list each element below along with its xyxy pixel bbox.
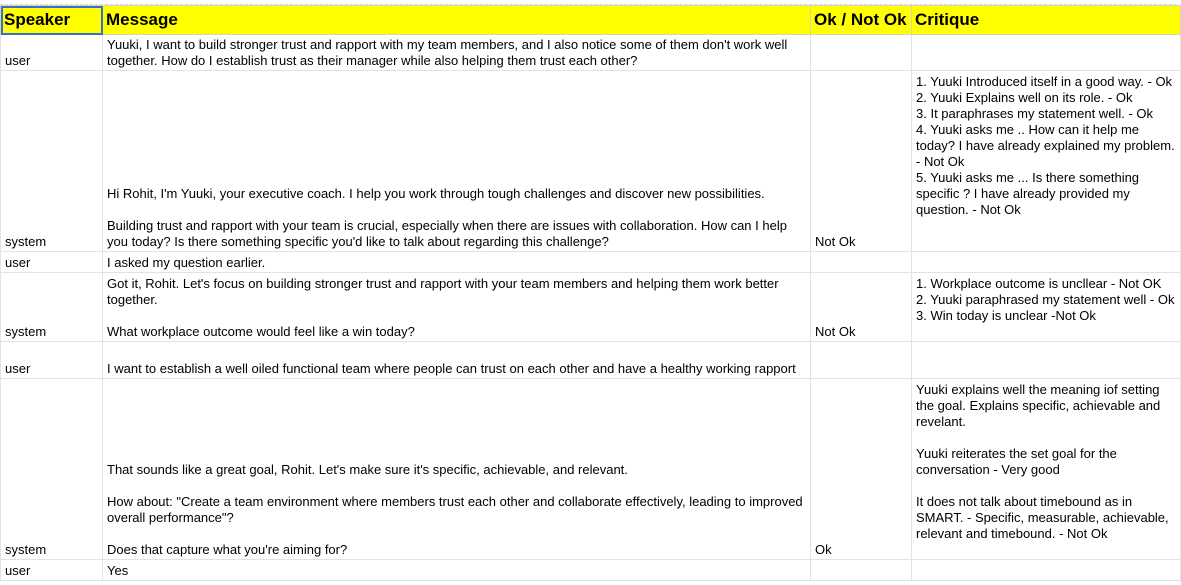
table-row bbox=[1, 35, 1181, 71]
ok-cell[interactable]: Not Ok bbox=[811, 273, 912, 342]
message-cell[interactable]: I asked my question earlier. bbox=[103, 252, 811, 273]
critique-cell[interactable] bbox=[912, 252, 1181, 273]
conversation-table bbox=[0, 5, 1181, 581]
ok-cell[interactable] bbox=[811, 35, 912, 71]
table-row bbox=[1, 560, 1181, 581]
speaker-cell[interactable]: system bbox=[1, 273, 103, 342]
ok-cell[interactable]: Not Ok bbox=[811, 71, 912, 252]
table-row bbox=[1, 273, 1181, 342]
speaker-cell[interactable]: user bbox=[1, 252, 103, 273]
table-row bbox=[1, 71, 1181, 252]
critique-cell[interactable] bbox=[912, 560, 1181, 581]
message-cell[interactable]: Hi Rohit, I'm Yuuki, your executive coach. I help you work through tough challenges and discover new possibilities. Building trust and rapport with your team is crucial, especially when there are issues with collaboration. How can I help you today? Is there something specific you'd like to talk about regarding this challenge? bbox=[103, 71, 811, 252]
speaker-cell[interactable]: system bbox=[1, 379, 103, 560]
speaker-cell[interactable]: user bbox=[1, 342, 103, 379]
critique-cell[interactable]: 1. Yuuki Introduced itself in a good way. - Ok 2. Yuuki Explains well on its role. - Ok 3. It paraphrases my statement well. - Ok 4. Yuuki asks me .. How can it help me today? I have already explained my problem. - Not Ok 5. Yuuki asks me ... Is there something specific ? I have already provided my question. - Not Ok bbox=[912, 71, 1181, 252]
message-cell[interactable]: Yes bbox=[103, 560, 811, 581]
ok-cell[interactable]: Ok bbox=[811, 379, 912, 560]
ok-cell[interactable] bbox=[811, 252, 912, 273]
message-cell[interactable]: I want to establish a well oiled functional team where people can trust on each other and have a healthy working rapport bbox=[103, 342, 811, 379]
header-row bbox=[1, 6, 1181, 35]
critique-cell[interactable] bbox=[912, 342, 1181, 379]
header-message[interactable]: Message bbox=[103, 6, 811, 35]
table-row bbox=[1, 342, 1181, 379]
message-cell[interactable]: That sounds like a great goal, Rohit. Let's make sure it's specific, achievable, and relevant. How about: "Create a team environment where members trust each other and collaborate effectively, leading to improved overall performance"? Does that capture what you're aiming for? bbox=[103, 379, 811, 560]
speaker-cell[interactable]: user bbox=[1, 35, 103, 71]
header-critique[interactable]: Critique bbox=[912, 6, 1181, 35]
message-cell[interactable]: Got it, Rohit. Let's focus on building stronger trust and rapport with your team members and helping them work better together. What workplace outcome would feel like a win today? bbox=[103, 273, 811, 342]
ok-cell[interactable] bbox=[811, 560, 912, 581]
critique-cell[interactable] bbox=[912, 35, 1181, 71]
critique-cell[interactable]: 1. Workplace outcome is uncllear - Not OK 2. Yuuki paraphrased my statement well - Ok 3. Win today is unclear -Not Ok bbox=[912, 273, 1181, 342]
table-row bbox=[1, 252, 1181, 273]
speaker-cell[interactable]: user bbox=[1, 560, 103, 581]
table-row bbox=[1, 379, 1181, 560]
message-cell[interactable]: Yuuki, I want to build stronger trust and rapport with my team members, and I also notice some of them don't work well together. How do I establish trust as their manager while also helping them trust each other? bbox=[103, 35, 811, 71]
critique-cell[interactable]: Yuuki explains well the meaning iof setting the goal. Explains specific, achievable and revelant. Yuuki reiterates the set goal for the conversation - Very good It does not talk about timebound as in SMART. - Specific, measurable, achievable, relevant and timebound. - Not Ok bbox=[912, 379, 1181, 560]
ok-cell[interactable] bbox=[811, 342, 912, 379]
header-ok[interactable]: Ok / Not Ok bbox=[811, 6, 912, 35]
header-speaker[interactable]: Speaker bbox=[1, 6, 103, 35]
speaker-cell[interactable]: system bbox=[1, 71, 103, 252]
